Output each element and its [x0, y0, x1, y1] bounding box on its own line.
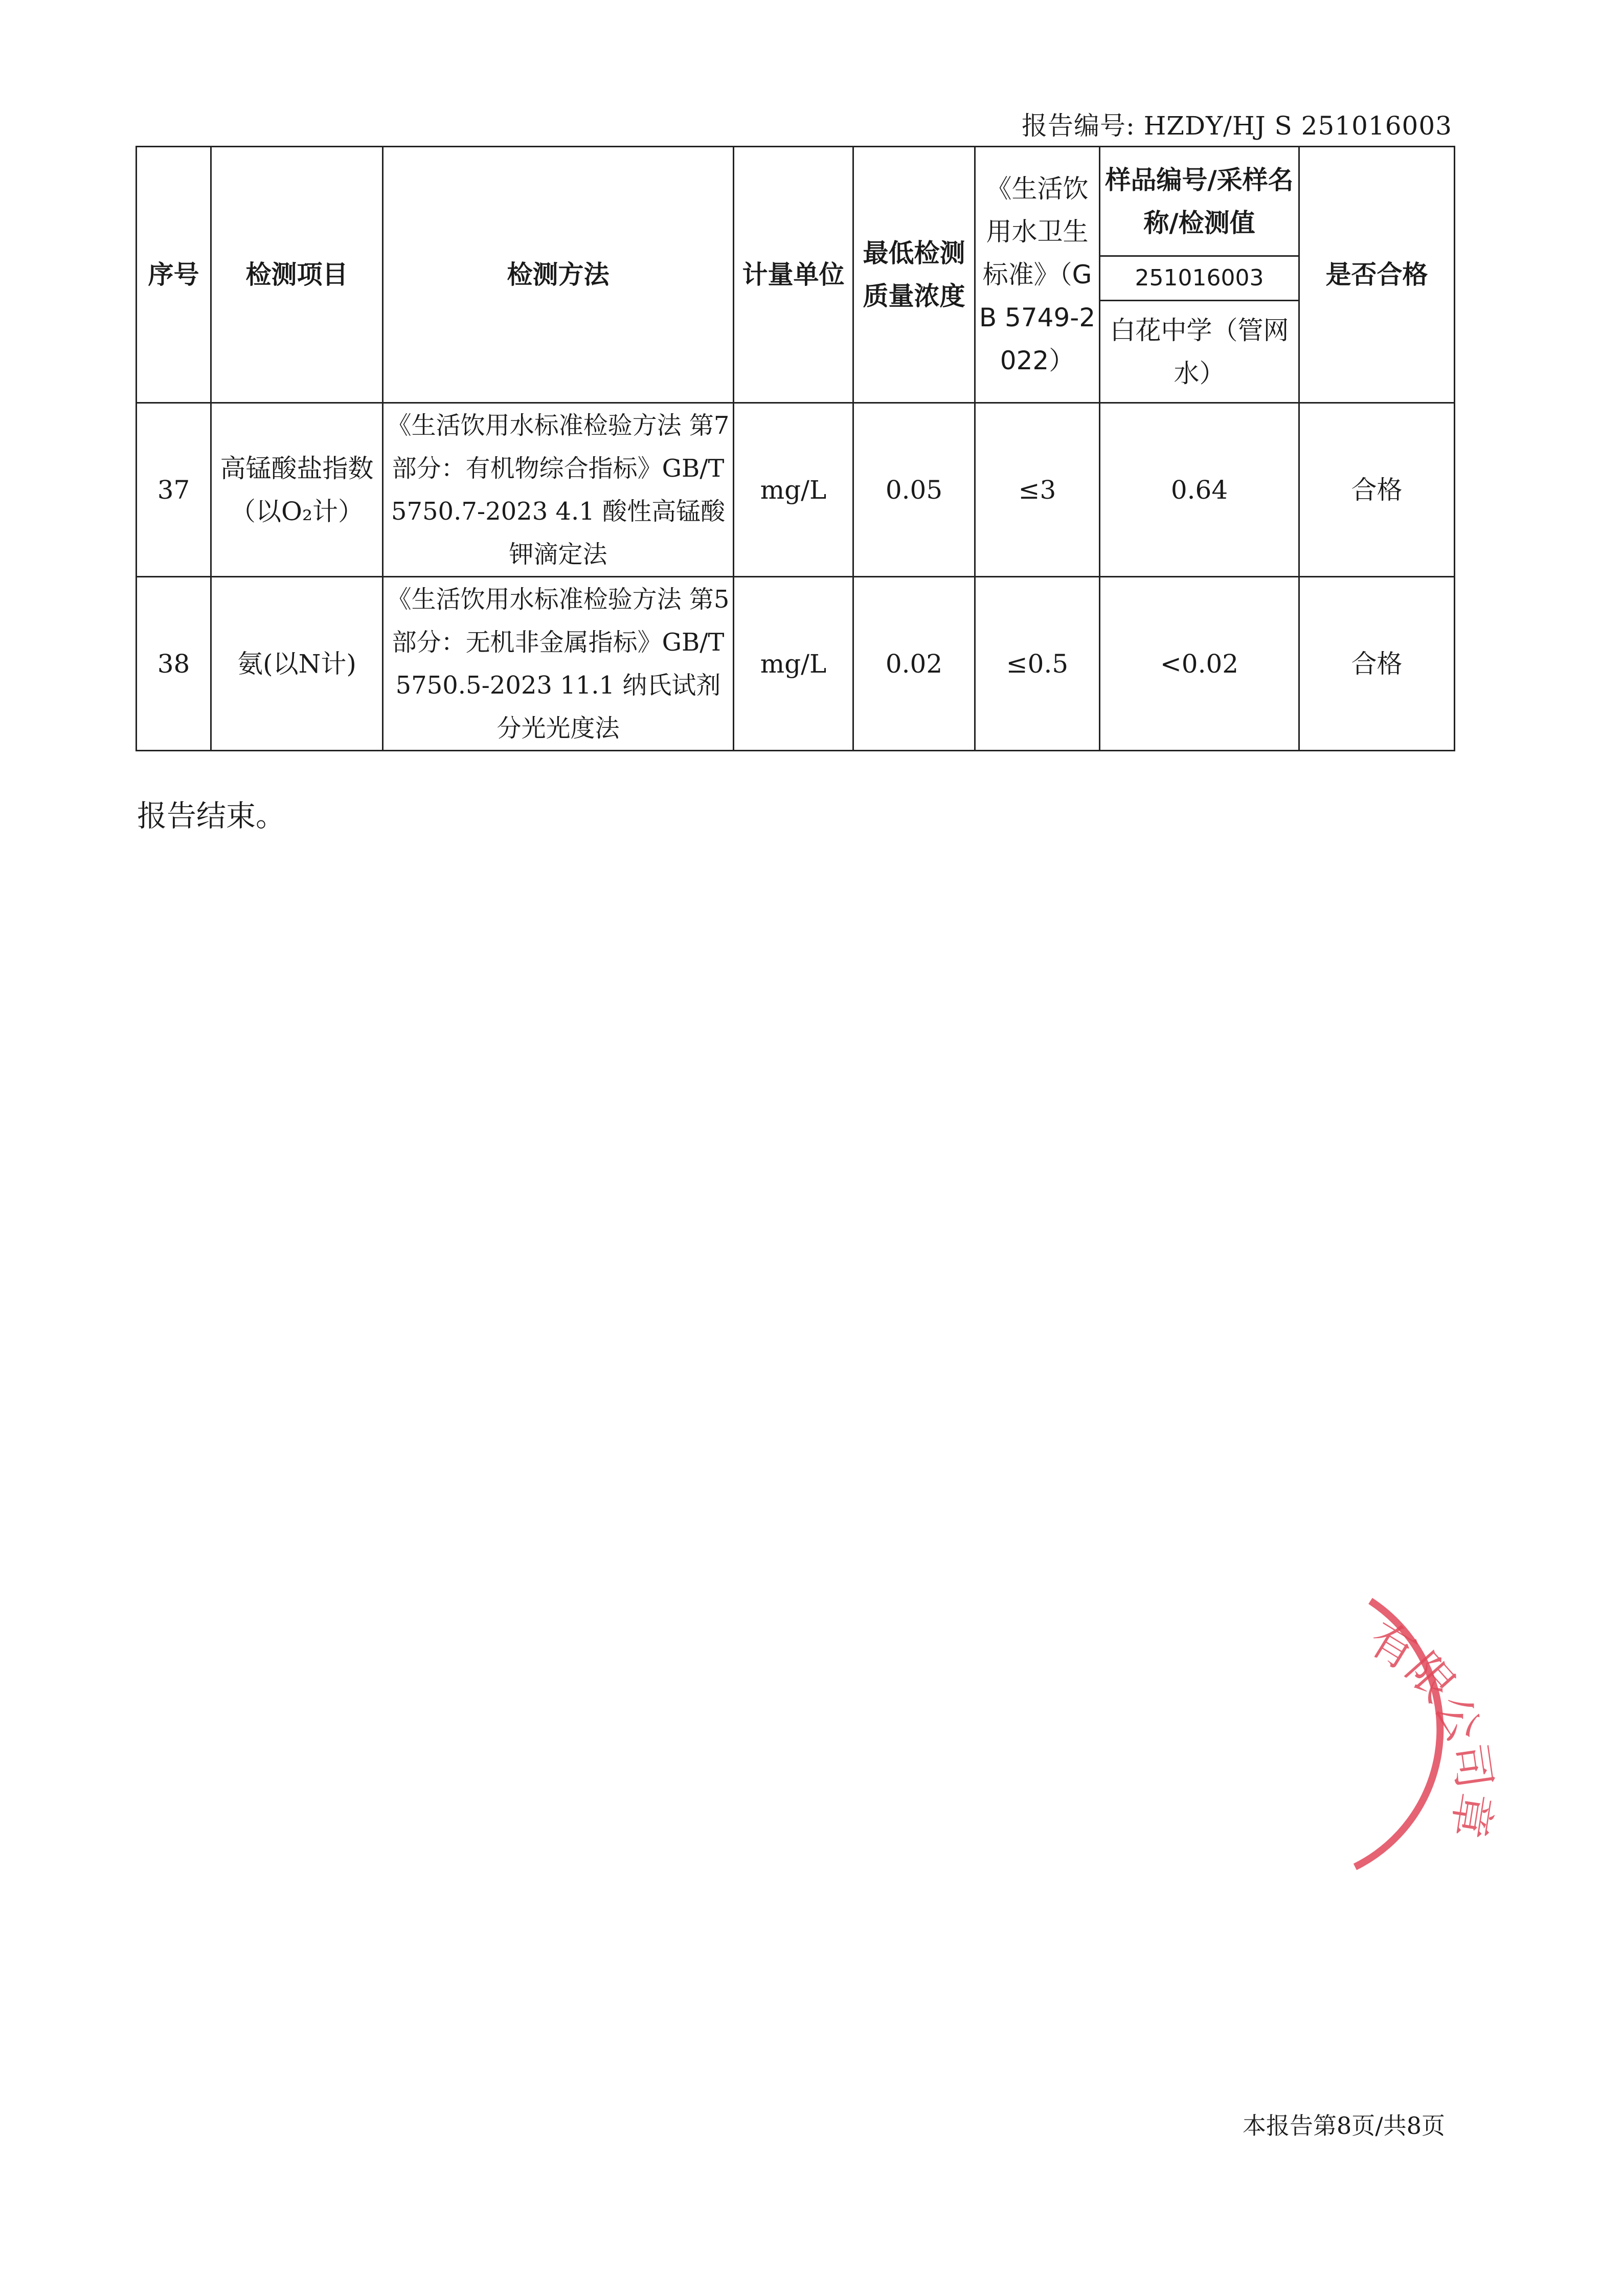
row-unit: mg/L [734, 403, 853, 577]
header-sample-group: 样品编号/采样名称/检测值 [1100, 147, 1299, 256]
header-item: 检测项目 [211, 147, 383, 403]
header-min-conc: 最低检测质量浓度 [853, 147, 975, 403]
row-pass: 合格 [1299, 577, 1455, 751]
row-value: <0.02 [1100, 577, 1299, 751]
row-seq: 37 [137, 403, 211, 577]
table-row [137, 403, 1455, 577]
row-pass: 合格 [1299, 403, 1455, 577]
header-unit: 计量单位 [734, 147, 853, 403]
header-standard: 《生活饮用水卫生标准》（GB 5749-2022） [975, 147, 1100, 403]
header-method: 检测方法 [383, 147, 734, 403]
report-number: 报告编号: HZDY/HJ S 251016003 [1021, 111, 1452, 141]
table-row [137, 577, 1455, 751]
svg-text:有限公司章: 有限公司章 [1360, 1611, 1501, 1842]
row-min-conc: 0.05 [853, 403, 975, 577]
row-standard: ≤3 [975, 403, 1100, 577]
header-seq: 序号 [137, 147, 211, 403]
company-seal-stamp [1294, 1591, 1529, 1877]
row-min-conc: 0.02 [853, 577, 975, 751]
row-value: 0.64 [1100, 403, 1299, 577]
results-table [136, 146, 1455, 751]
row-method: 《生活饮用水标准检验方法 第5部分：无机非金属指标》GB/T 5750.5-2023 11.1 纳氏试剂分光光度法 [383, 577, 734, 751]
header-sample-id: 251016003 [1100, 256, 1299, 301]
header-sample-name: 白花中学（管网水） [1100, 301, 1299, 403]
row-item: 高锰酸盐指数（以O₂计） [211, 403, 383, 577]
row-unit: mg/L [734, 577, 853, 751]
row-standard: ≤0.5 [975, 577, 1100, 751]
page-footer: 本报告第8页/共8页 [1242, 2112, 1445, 2139]
row-item: 氨(以N计) [211, 577, 383, 751]
report-end-text: 报告结束。 [137, 798, 286, 833]
row-method: 《生活饮用水标准检验方法 第7部分：有机物综合指标》GB/T 5750.7-2023 4.1 酸性高锰酸钾滴定法 [383, 403, 734, 577]
row-seq: 38 [137, 577, 211, 751]
header-pass: 是否合格 [1299, 147, 1455, 403]
